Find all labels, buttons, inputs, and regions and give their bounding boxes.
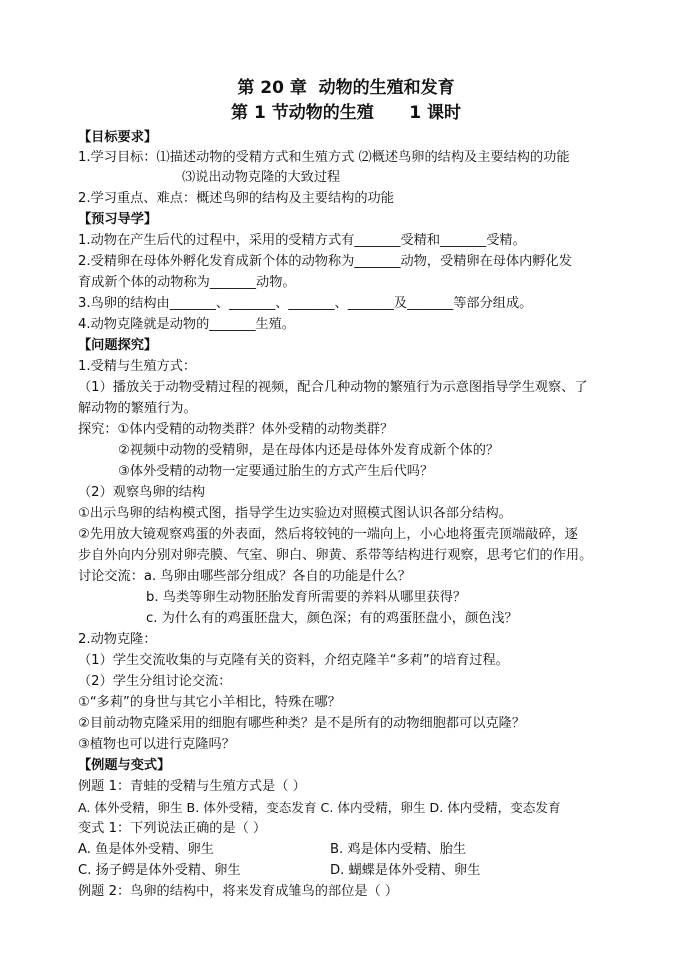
- chapter-title: 第 20 章 动物的生殖和发育: [237, 78, 455, 98]
- variant-1-option-a: A. 鱼是体外受精、卵生: [78, 842, 214, 857]
- explore-item-2-q2: ②目前动物克隆采用的细胞有哪些种类？是不是所有的动物细胞都可以克隆？: [78, 716, 526, 731]
- explore-question-1: 探究：①体内受精的动物类群？体外受精的动物类群？: [78, 422, 394, 437]
- preview-heading: 【预习导学】: [78, 212, 158, 227]
- preview-item-3: 3.鸟卵的结构由_______、_______、_______、_______及_______等部分组成。: [78, 296, 533, 311]
- explore-item-1-2c: 步自外向内分别对卵壳膜、气室、卵白、卵黄、系带等结构进行观察，思考它们的作用。: [78, 548, 593, 563]
- example-2-question: 例题 2：鸟卵的结构中，将来发育成雏鸟的部位是（ ）: [78, 884, 399, 899]
- discuss-b: b. 鸟类等卵生动物胚胎发育所需要的养料从哪里获得？: [146, 590, 467, 605]
- explore-item-1-1a: （1）播放关于动物受精过程的视频，配合几种动物的繁殖行为示意图指导学生观察、了: [78, 380, 588, 395]
- explore-item-2-2: （2）学生分组讨论交流：: [78, 674, 232, 689]
- explore-item-2-q1: ①“多莉”的身世与其它小羊相比，特殊在哪？: [78, 695, 341, 710]
- example-1-options: A. 体外受精，卵生 B. 体外受精，变态发育 C. 体内受精，卵生 D. 体内受精，变态发育: [78, 800, 561, 815]
- goals-heading: 【目标要求】: [78, 130, 158, 145]
- explore-item-1-2a: ①出示鸟卵的结构模式图，指导学生边实验边对照模式图认识各部分结构。: [78, 506, 512, 521]
- explore-item-1-1b: 解动物的繁殖行为。: [78, 401, 197, 416]
- variant-1-option-d: D. 蝴蝶是体外受精、卵生: [330, 863, 481, 878]
- explore-question-3: ③体外受精的动物一定要通过胎生的方式产生后代吗？: [118, 464, 434, 479]
- goals-item-1b: ⑶说出动物克隆的大致过程: [182, 170, 341, 185]
- preview-item-2b: 育成新个体的动物称为_______动物。: [78, 275, 296, 290]
- explore-item-1-2b: ②先用放大镜观察鸡蛋的外表面，然后将较钝的一端向上，小心地将蛋壳顶端敲碎，逐: [78, 527, 578, 542]
- variant-1-option-b: B. 鸡是体内受精、胎生: [330, 842, 467, 857]
- variant-1-question: 变式 1：下列说法正确的是（ ）: [78, 821, 267, 836]
- preview-item-4: 4.动物克隆就是动物的_______生殖。: [78, 317, 295, 332]
- discuss-a: 讨论交流：a. 鸟卵由哪些部分组成？各自的功能是什么？: [78, 569, 411, 584]
- example-1-question: 例题 1：青蛙的受精与生殖方式是（ ）: [78, 779, 306, 794]
- goals-item-1: 1.学习目标：⑴描述动物的受精方式和生殖方式 ⑵概述鸟卵的结构及主要结构的功能: [78, 150, 570, 165]
- explore-question-2: ②视频中动物的受精卵，是在母体内还是母体外发育成新个体的？: [118, 443, 500, 458]
- explore-item-1-2: （2）观察鸟卵的结构: [78, 485, 206, 500]
- explore-heading: 【问题探究】: [78, 338, 158, 353]
- goals-item-2: 2.学习重点、难点：概述鸟卵的结构及主要结构的功能: [78, 191, 394, 206]
- preview-item-2a: 2.受精卵在母体外孵化发育成新个体的动物称为_______动物，受精卵在母体内孵化发: [78, 254, 572, 269]
- explore-item-1: 1.受精与生殖方式：: [78, 359, 197, 374]
- variant-1-option-c: C. 扬子鳄是体外受精、卵生: [78, 863, 241, 878]
- example-heading: 【例题与变式】: [78, 758, 171, 773]
- preview-item-1: 1.动物在产生后代的过程中，采用的受精方式有_______受精和_______受精。: [78, 233, 526, 248]
- explore-item-2: 2.动物克隆：: [78, 632, 157, 647]
- explore-item-2-q3: ③植物也可以进行克隆吗？: [78, 737, 235, 752]
- explore-item-2-1: （1）学生交流收集的与克隆有关的资料，介绍克隆羊“多莉”的培育过程。: [78, 653, 509, 668]
- discuss-c: c. 为什么有的鸡蛋胚盘大，颜色深；有的鸡蛋胚盘小，颜色浅？: [146, 611, 518, 626]
- section-title: 第 1 节动物的生殖 1 课时: [231, 103, 461, 123]
